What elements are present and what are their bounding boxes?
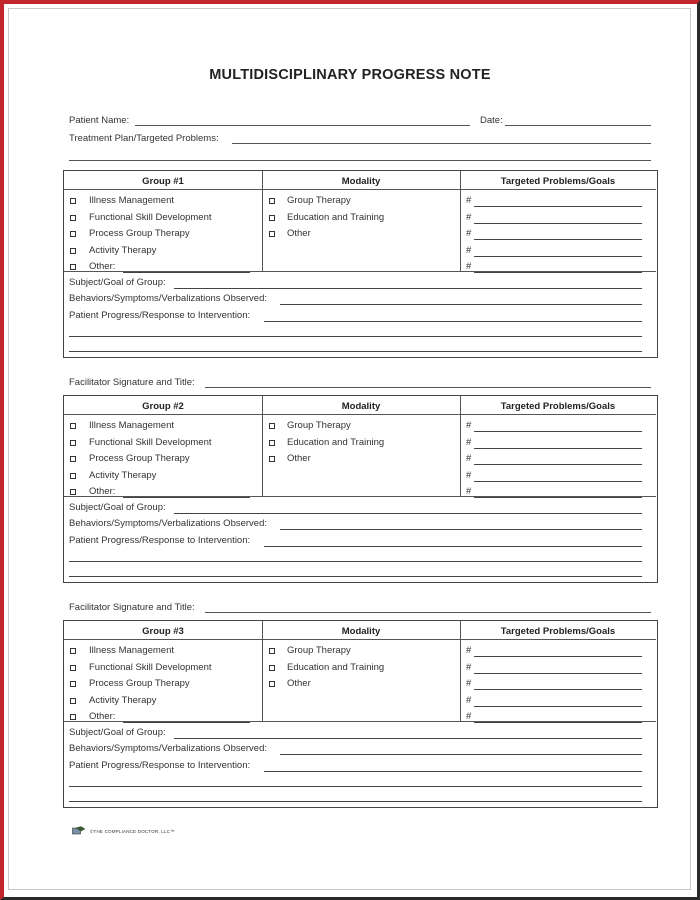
progress-label: Patient Progress/Response to Intervention: — [69, 535, 251, 546]
modality-checkbox[interactable] — [269, 440, 275, 446]
behaviors-label: Behaviors/Symptoms/Verbalizations Observed: — [69, 743, 268, 754]
target-goal-field[interactable] — [474, 256, 642, 257]
target-goal-field[interactable] — [474, 689, 642, 690]
modality-label: Other — [287, 678, 311, 689]
option-checkbox[interactable] — [70, 698, 76, 704]
option-checkbox[interactable] — [70, 231, 76, 237]
date-field[interactable] — [505, 125, 651, 126]
option-label: Activity Therapy — [89, 694, 157, 706]
treatment-plan-field-line2[interactable] — [69, 160, 651, 161]
option-label: Process Group Therapy — [89, 678, 190, 689]
group-section — [63, 620, 658, 808]
target-goal-field[interactable] — [474, 223, 642, 224]
modality-checkbox[interactable] — [269, 423, 275, 429]
option-checkbox[interactable] — [70, 473, 76, 479]
modality-header: Modality — [341, 176, 381, 187]
option-checkbox[interactable] — [70, 648, 76, 654]
behaviors-label: Behaviors/Symptoms/Verbalizations Observed: — [69, 518, 268, 529]
target-number-sign: # — [466, 661, 472, 673]
option-label: Process Group Therapy — [89, 228, 190, 239]
target-goal-field[interactable] — [474, 448, 642, 449]
target-goal-field[interactable] — [474, 706, 642, 707]
progress-field-line3[interactable] — [69, 576, 642, 577]
progress-field-line3[interactable] — [69, 801, 642, 802]
progress-field-line2[interactable] — [69, 336, 642, 337]
copyright-text: ©THE COMPLIANCE DOCTOR, LLC™ — [90, 829, 175, 834]
modality-label: Other — [287, 453, 311, 464]
progress-field[interactable] — [264, 771, 642, 772]
target-goal-field[interactable] — [474, 431, 642, 432]
target-goal-field[interactable] — [474, 272, 642, 273]
progress-field[interactable] — [264, 546, 642, 547]
modality-label: Group Therapy — [287, 420, 351, 431]
option-label: Functional Skill Development — [89, 436, 212, 448]
modality-checkbox[interactable] — [269, 456, 275, 462]
option-checkbox[interactable] — [70, 264, 76, 270]
modality-checkbox[interactable] — [269, 665, 275, 671]
treatment-plan-field[interactable] — [232, 143, 651, 144]
subject-goal-label: Subject/Goal of Group: — [69, 502, 166, 513]
subject-goal-field[interactable] — [174, 738, 642, 739]
target-number-sign: # — [466, 469, 472, 481]
header-divider — [64, 639, 656, 640]
target-number-sign: # — [466, 436, 472, 448]
option-checkbox[interactable] — [70, 714, 76, 720]
target-number-sign: # — [466, 486, 472, 497]
patient-name-field[interactable] — [135, 125, 470, 126]
behaviors-field[interactable] — [280, 304, 642, 305]
group-section — [63, 395, 658, 583]
option-checkbox[interactable] — [70, 456, 76, 462]
modality-checkbox[interactable] — [269, 648, 275, 654]
option-label: Process Group Therapy — [89, 453, 190, 464]
option-label: Functional Skill Development — [89, 661, 212, 673]
other-option-field[interactable] — [123, 272, 250, 273]
subject-goal-field[interactable] — [174, 513, 642, 514]
target-number-sign: # — [466, 711, 472, 722]
progress-field[interactable] — [264, 321, 642, 322]
header-divider — [64, 414, 656, 415]
treatment-plan-label: Treatment Plan/Targeted Problems: — [69, 133, 219, 144]
target-number-sign: # — [466, 211, 472, 223]
option-label: Activity Therapy — [89, 244, 157, 256]
option-label: Activity Therapy — [89, 469, 157, 481]
option-checkbox[interactable] — [70, 489, 76, 495]
facilitator-signature-label: Facilitator Signature and Title: — [69, 602, 195, 613]
target-goal-field[interactable] — [474, 464, 642, 465]
option-checkbox[interactable] — [70, 665, 76, 671]
option-label: Functional Skill Development — [89, 211, 212, 223]
modality-label: Group Therapy — [287, 195, 351, 206]
modality-header: Modality — [341, 401, 381, 412]
modality-checkbox[interactable] — [269, 198, 275, 204]
targets-header: Targeted Problems/Goals — [500, 626, 616, 637]
target-number-sign: # — [466, 420, 472, 431]
facilitator-signature-field[interactable] — [205, 612, 651, 613]
target-number-sign: # — [466, 228, 472, 239]
target-number-sign: # — [466, 261, 472, 272]
option-checkbox[interactable] — [70, 423, 76, 429]
facilitator-signature-label: Facilitator Signature and Title: — [69, 377, 195, 388]
option-label: Other: — [89, 486, 116, 497]
option-label: Illness Management — [89, 420, 175, 431]
option-checkbox[interactable] — [70, 440, 76, 446]
subject-goal-label: Subject/Goal of Group: — [69, 727, 166, 738]
target-number-sign: # — [466, 244, 472, 256]
option-label: Illness Management — [89, 645, 175, 656]
subject-goal-field[interactable] — [174, 288, 642, 289]
option-checkbox[interactable] — [70, 248, 76, 254]
behaviors-label: Behaviors/Symptoms/Verbalizations Observed: — [69, 293, 268, 304]
target-number-sign: # — [466, 195, 472, 206]
option-checkbox[interactable] — [70, 215, 76, 221]
other-option-field[interactable] — [123, 497, 250, 498]
group-header: Group #3 — [142, 626, 184, 637]
modality-checkbox[interactable] — [269, 215, 275, 221]
option-label: Other: — [89, 261, 116, 272]
target-goal-field[interactable] — [474, 239, 642, 240]
facilitator-signature-field[interactable] — [205, 387, 651, 388]
option-checkbox[interactable] — [70, 198, 76, 204]
progress-field-line2[interactable] — [69, 786, 642, 787]
target-goal-field[interactable] — [474, 206, 642, 207]
option-label: Illness Management — [89, 195, 175, 206]
header-divider — [64, 189, 656, 190]
modality-label: Education and Training — [287, 211, 385, 223]
modality-checkbox[interactable] — [269, 681, 275, 687]
target-number-sign: # — [466, 678, 472, 689]
group-header: Group #1 — [142, 176, 184, 187]
group-header: Group #2 — [142, 401, 184, 412]
target-goal-field[interactable] — [474, 722, 642, 723]
modality-label: Group Therapy — [287, 645, 351, 656]
modality-label: Education and Training — [287, 436, 385, 448]
target-goal-field[interactable] — [474, 673, 642, 674]
compliance-doctor-logo-icon — [72, 826, 86, 835]
target-number-sign: # — [466, 453, 472, 464]
behaviors-field[interactable] — [280, 754, 642, 755]
option-checkbox[interactable] — [70, 681, 76, 687]
progress-field-line3[interactable] — [69, 351, 642, 352]
modality-checkbox[interactable] — [269, 231, 275, 237]
target-goal-field[interactable] — [474, 656, 642, 657]
targets-header: Targeted Problems/Goals — [500, 176, 616, 187]
modality-label: Education and Training — [287, 661, 385, 673]
target-number-sign: # — [466, 645, 472, 656]
behaviors-field[interactable] — [280, 529, 642, 530]
patient-name-label: Patient Name: — [69, 115, 130, 126]
progress-label: Patient Progress/Response to Intervention: — [69, 760, 251, 771]
other-option-field[interactable] — [123, 722, 250, 723]
option-label: Other: — [89, 711, 116, 722]
progress-label: Patient Progress/Response to Intervention: — [69, 310, 251, 321]
modality-header: Modality — [341, 626, 381, 637]
targets-header: Targeted Problems/Goals — [500, 401, 616, 412]
form-title: MULTIDISCIPLINARY PROGRESS NOTE — [209, 67, 491, 83]
group-section — [63, 170, 658, 358]
target-goal-field[interactable] — [474, 481, 642, 482]
target-number-sign: # — [466, 694, 472, 706]
date-label: Date: — [480, 115, 503, 126]
progress-field-line2[interactable] — [69, 561, 642, 562]
target-goal-field[interactable] — [474, 497, 642, 498]
subject-goal-label: Subject/Goal of Group: — [69, 277, 166, 288]
modality-label: Other — [287, 228, 311, 239]
